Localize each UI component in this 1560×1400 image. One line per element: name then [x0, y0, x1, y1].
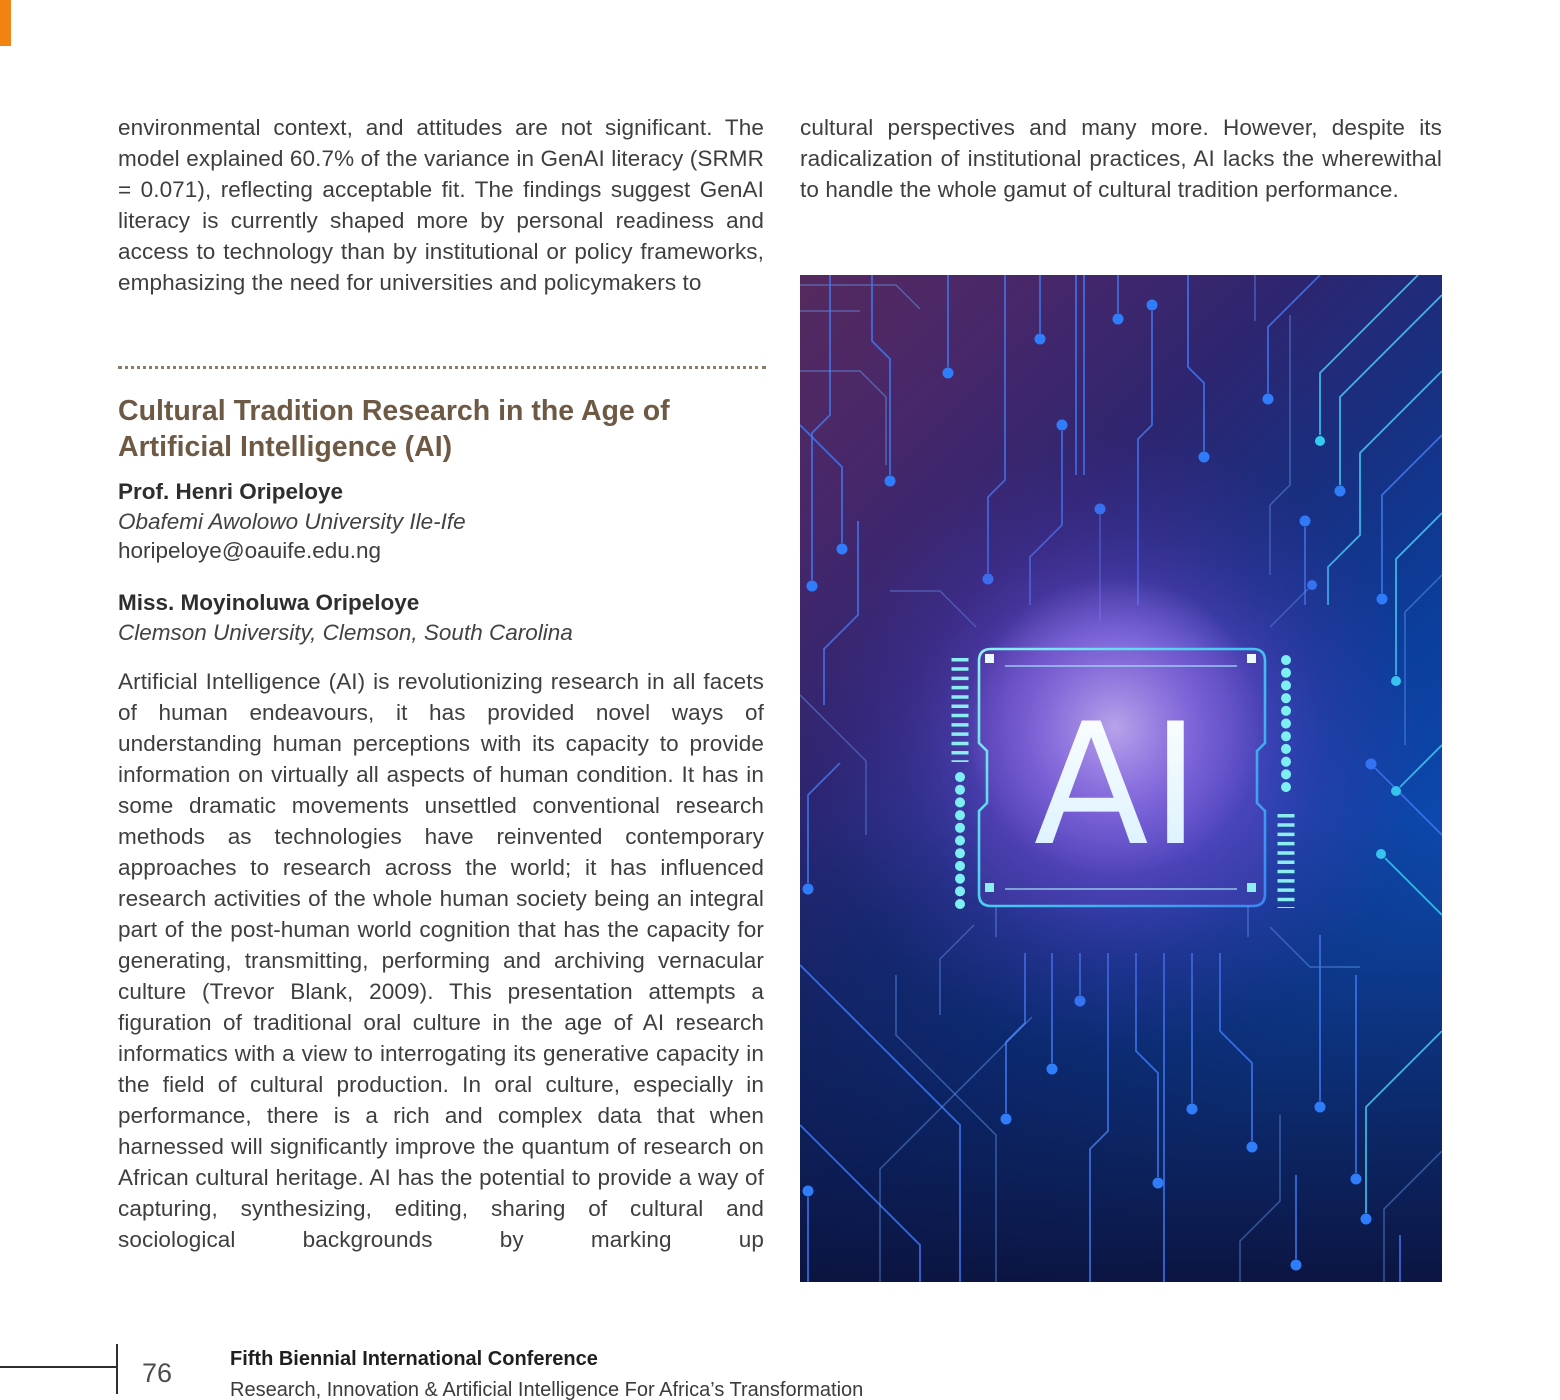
author-2-affiliation: Clemson University, Clemson, South Carolina — [118, 619, 573, 645]
footer-conference-subtitle: Research, Innovation & Artificial Intelligence For Africa’s Transformation — [230, 1379, 864, 1400]
right-column-paragraph: cultural perspectives and many more. However, despite its radicalization of institutional practices, AI lacks the wherewithal to handle the whole gamut of cultural tradition performance. — [800, 115, 1442, 202]
footer-text — [230, 1344, 863, 1400]
author-block-1 — [118, 477, 764, 566]
section-heading-line2: Artificial Intelligence (AI) — [118, 430, 453, 463]
chip-corner-square-tr — [1247, 654, 1256, 663]
ai-label: AI — [1033, 687, 1203, 883]
chip-corner-square-br — [1247, 883, 1256, 892]
ai-chip — [979, 649, 1265, 937]
chip-corner-square-tl — [985, 654, 994, 663]
ai-chip-circuit-svg — [800, 275, 1442, 1282]
page-corner-accent — [0, 0, 11, 46]
author-1-affiliation: Obafemi Awolowo University Ile-Ife — [118, 508, 466, 534]
footer-vertical-rule — [116, 1344, 118, 1394]
author-1-email: horipeloye@oauife.edu.ng — [118, 538, 382, 563]
footer-horizontal-rule — [0, 1366, 118, 1368]
chip-corner-square-bl — [985, 883, 994, 892]
section-heading — [118, 394, 778, 465]
footer-conference-title: Fifth Biennial International Conference — [230, 1348, 598, 1370]
left-column-paragraph: environmental context, and attitudes are not significant. The model explained 60.7% of the variance in GenAI literacy (SRMR = 0.071), reflecting acceptable fit. The findings suggest GenAI literacy is currently shaped more by personal readiness and access to technology than by institutional or policy frameworks, emphasizing the need for universities and policymakers to — [118, 115, 764, 295]
section-heading-line1: Cultural Tradition Research in the Age of — [118, 395, 670, 427]
ai-chip-circuit-illustration — [800, 275, 1442, 1282]
abstract-paragraph: Artificial Intelligence (AI) is revolutionizing research in all facets of human endeavours, it has provided novel ways of understanding human perceptions with its capacity to provide information on virtually all aspects of human condition. It has in some dramatic movements unsettled conventional research methods as technologies have reinvented contemporary approaches to research across the world; it has influenced research activities of the whole human society being an integral part of the post-human world cognition that has the capacity for generating, transmitting, performing and archiving vernacular culture (Trevor Blank, 2009). This presentation attempts a figuration of traditional oral culture in the age of AI research informatics with a view to interrogating its generative capacity in the field of cultural production. In oral culture, especially in performance, there is a rich and complex data that when harnessed will significantly improve the quantum of research on African cultural heritage. AI has the potential to provide a way of capturing, synthesizing, editing, sharing of cultural and sociological backgrounds by marking up — [118, 669, 764, 1252]
footer-page-number: 76 — [142, 1358, 173, 1388]
author-2-name: Miss. Moyinoluwa Oripeloye — [118, 590, 420, 615]
author-1-name: Prof. Henri Oripeloye — [118, 479, 344, 504]
author-block-2 — [118, 588, 764, 647]
section-divider — [118, 366, 766, 369]
